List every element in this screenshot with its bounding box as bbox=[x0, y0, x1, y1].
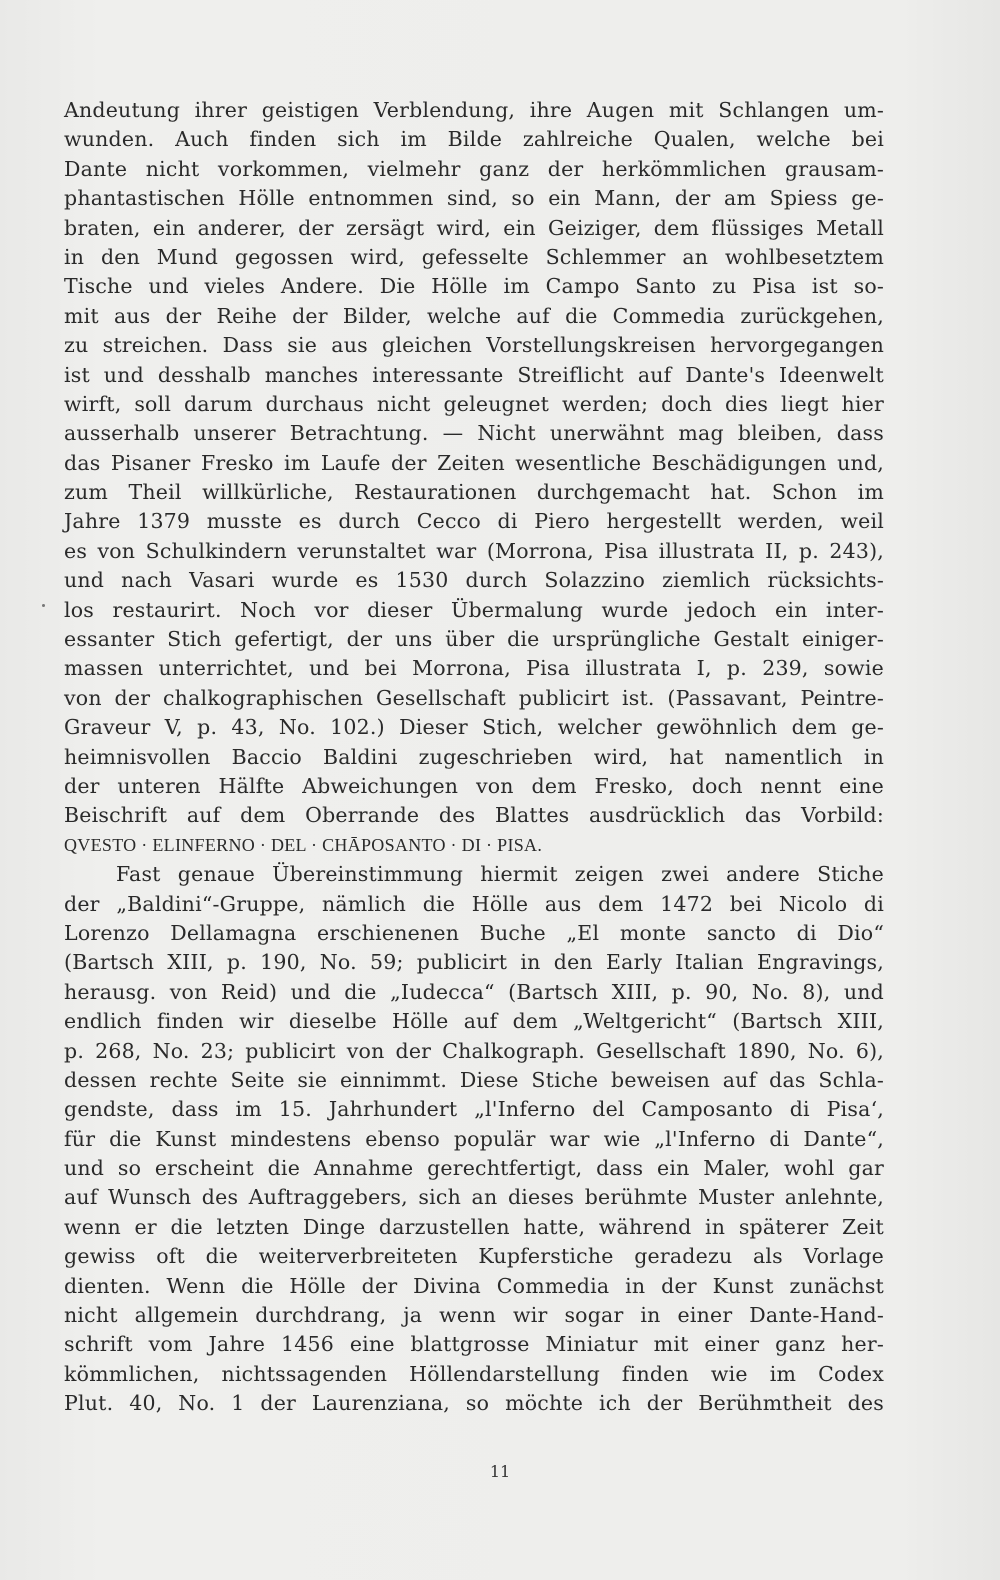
text-line: in den Mund gegossen wird, gefesselte Schlemmer an wohlbesetztem bbox=[64, 244, 884, 269]
text-line: Andeutung ihrer geistigen Verblendung, ihre Augen mit Schlangen um- bbox=[64, 98, 884, 122]
text-line: (Bartsch XIII, p. 190, No. 59; publicirt in den Early Italian Engravings, bbox=[64, 950, 884, 975]
text-line: herausg. von Reid) und die „Iudecca“ (Bartsch XIII, p. 90, No. 8), und bbox=[64, 979, 884, 1004]
text-line: zu streichen. Dass sie aus gleichen Vorstellungskreisen hervorgegangen bbox=[64, 333, 884, 358]
text-line: braten, ein anderer, der zersägt wird, ein Geiziger, dem flüssiges Metall bbox=[64, 215, 884, 240]
text-line: wirft, soll darum durchaus nicht geleugnet werden; doch dies liegt hier bbox=[64, 391, 884, 416]
text-line: dienten. Wenn die Hölle der Divina Commedia in der Kunst zunächst bbox=[64, 1273, 884, 1298]
text-line: los restaurirt. Noch vor dieser Übermalung wurde jedoch ein inter- bbox=[64, 597, 884, 622]
text-line: für die Kunst mindestens ebenso populär war wie „l'Inferno di Dante“, bbox=[64, 1126, 884, 1151]
text-line: wunden. Auch finden sich im Bilde zahlreiche Qualen, welche bei bbox=[64, 127, 884, 152]
text-line: p. 268, No. 23; publicirt von der Chalkograph. Gesellschaft 1890, No. 6), bbox=[64, 1038, 884, 1063]
text-line: nicht allgemein durchdrang, ja wenn wir sogar in einer Dante-Hand- bbox=[64, 1303, 884, 1328]
page-number: 11 bbox=[489, 1462, 511, 1481]
text-line: das Pisaner Fresko im Laufe der Zeiten wesentliche Beschädigungen und, bbox=[64, 450, 884, 475]
inscription-line: QVESTO · ELINFERNO · DEL · CHĀPOSANTO · DI · PISA. bbox=[64, 834, 543, 855]
text-line: von der chalkographischen Gesellschaft publicirt ist. (Passavant, Peintre- bbox=[64, 685, 884, 710]
text-line: Jahre 1379 musste es durch Cecco di Piero hergestellt werden, weil bbox=[64, 509, 884, 534]
body-text bbox=[64, 96, 884, 1419]
text-line: wenn er die letzten Dinge darzustellen hatte, während in späterer Zeit bbox=[64, 1214, 884, 1239]
text-line: phantastischen Hölle entnommen sind, so ein Mann, der am Spiess ge- bbox=[64, 186, 884, 211]
text-line: der unteren Hälfte Abweichungen von dem Fresko, doch nennt eine bbox=[64, 773, 884, 798]
text-line: gewiss oft die weiterverbreiteten Kupferstiche geradezu als Vorlage bbox=[64, 1244, 884, 1269]
text-line: essanter Stich gefertigt, der uns über die ursprüngliche Gestalt einiger- bbox=[64, 627, 884, 652]
text-line: Dante nicht vorkommen, vielmehr ganz der herkömmlichen grausam- bbox=[64, 156, 884, 181]
text-line: heimnisvollen Baccio Baldini zugeschrieben wird, hat namentlich in bbox=[64, 744, 884, 769]
text-line: Tische und vieles Andere. Die Hölle im Campo Santo zu Pisa ist so- bbox=[64, 274, 884, 299]
text-line: gendste, dass im 15. Jahrhundert „l'Inferno del Camposanto di Pisa‘, bbox=[64, 1097, 884, 1122]
text-line: der „Baldini“-Gruppe, nämlich die Hölle aus dem 1472 bei Nicolo di bbox=[64, 891, 884, 916]
text-line: kömmlichen, nichtssagenden Höllendarstellung finden wie im Codex bbox=[64, 1361, 884, 1386]
text-line: und so erscheint die Annahme gerechtfertigt, dass ein Maler, wohl gar bbox=[64, 1156, 884, 1181]
text-line: Lorenzo Dellamagna erschienenen Buche „El monte sancto di Dio“ bbox=[64, 920, 884, 945]
text-line: es von Schulkindern verunstaltet war (Morrona, Pisa illustrata II, p. 243), bbox=[64, 538, 884, 563]
text-line: Beischrift auf dem Oberrande des Blattes ausdrücklich das Vorbild: bbox=[64, 803, 884, 828]
text-line: Plut. 40, No. 1 der Laurenziana, so möchte ich der Berühmtheit des bbox=[64, 1391, 884, 1416]
paragraph-start-line: Fast genaue Übereinstimmung hiermit zeigen zwei andere Stiche bbox=[116, 862, 884, 887]
text-line: und nach Vasari wurde es 1530 durch Solazzino ziemlich rücksichts- bbox=[64, 568, 884, 593]
text-line: ausserhalb unserer Betrachtung. — Nicht unerwähnt mag bleiben, dass bbox=[64, 421, 884, 446]
margin-mark bbox=[42, 604, 45, 607]
text-line: auf Wunsch des Auftraggebers, sich an dieses berühmte Muster anlehnte, bbox=[64, 1185, 884, 1210]
text-line: ist und desshalb manches interessante Streiflicht auf Dante's Ideenwelt bbox=[64, 362, 884, 387]
text-line: Graveur V, p. 43, No. 102.) Dieser Stich, welcher gewöhnlich dem ge- bbox=[64, 715, 884, 740]
text-line: massen unterrichtet, und bei Morrona, Pisa illustrata I, p. 239, sowie bbox=[64, 656, 884, 681]
text-line: schrift vom Jahre 1456 eine blattgrosse Miniatur mit einer ganz her- bbox=[64, 1332, 884, 1357]
text-line: endlich finden wir dieselbe Hölle auf dem „Weltgericht“ (Bartsch XIII, bbox=[64, 1009, 884, 1034]
text-line: mit aus der Reihe der Bilder, welche auf die Commedia zurückgehen, bbox=[64, 303, 884, 328]
text-line: zum Theil willkürliche, Restaurationen durchgemacht hat. Schon im bbox=[64, 480, 884, 505]
text-line: dessen rechte Seite sie einnimmt. Diese Stiche beweisen auf das Schla- bbox=[64, 1067, 884, 1092]
